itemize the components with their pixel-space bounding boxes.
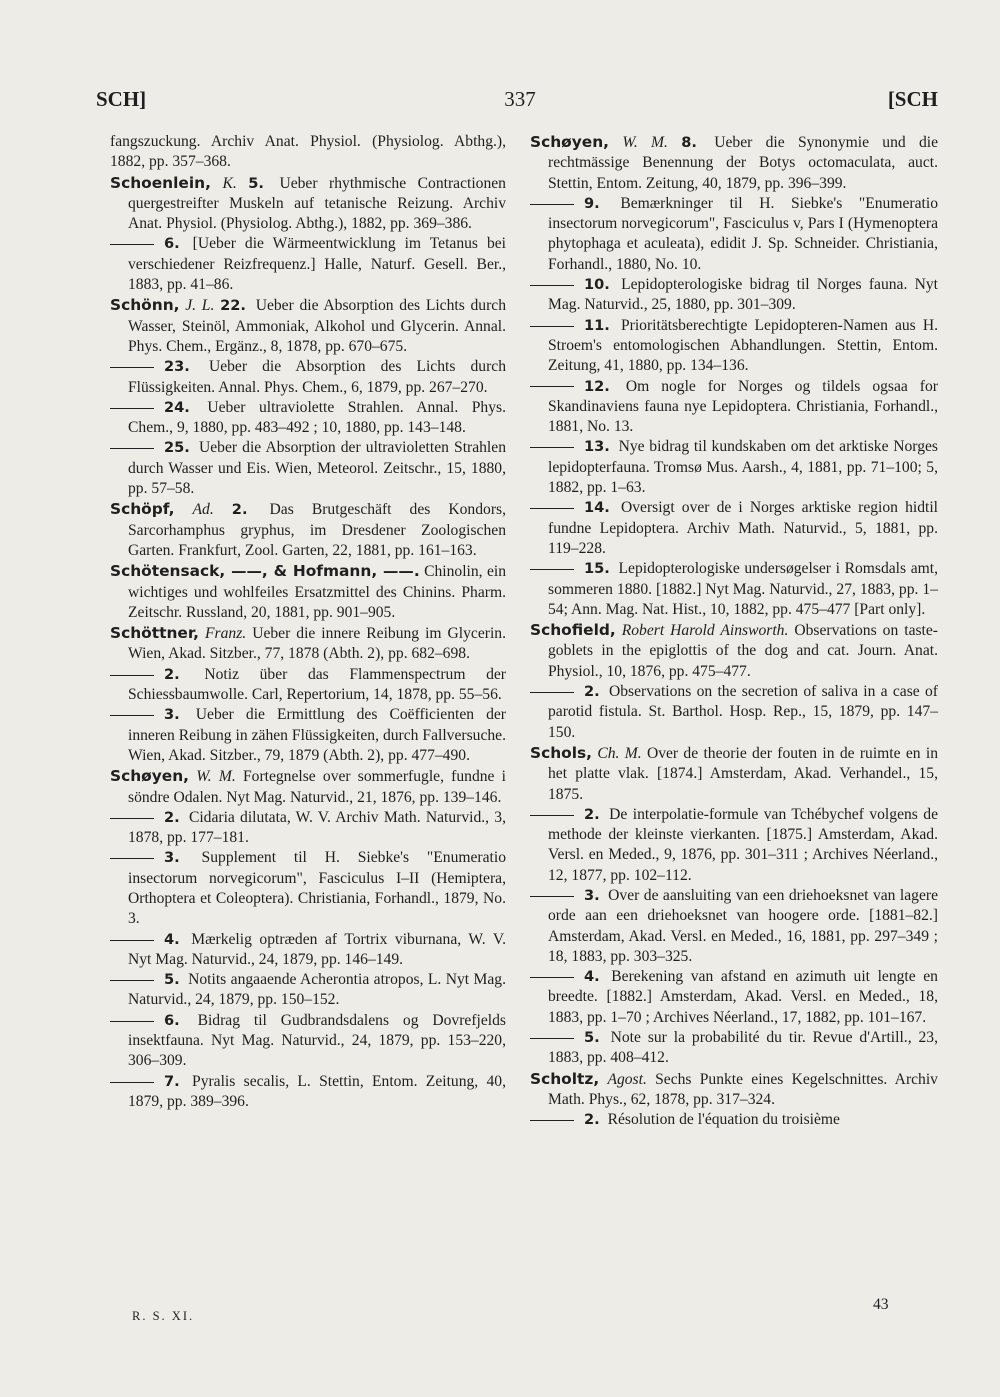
entry-text: Observations on taste-goblets in the epiglottis of the dog and cat. Journ. Anat. Physiol., 10, 1876, pp. 475–477. [548, 622, 939, 680]
bibliography-entry [530, 316, 938, 377]
ditto-rule [530, 1038, 574, 1039]
bibliography-entry [110, 766, 506, 808]
ditto-rule [530, 1120, 574, 1121]
entry-text: Cidaria dilutata, W. V. Archiv Math. Naturvid., 3, 1878, pp. 177–181. [128, 808, 506, 847]
ditto-rule [530, 692, 574, 693]
author-given-name: Ad. [192, 501, 214, 519]
bibliography-entry [110, 1011, 506, 1072]
author-name: Schols, [530, 743, 593, 762]
ditto-rule [530, 569, 574, 570]
bibliography-entry [530, 886, 938, 967]
bibliography-entry [530, 559, 938, 620]
entry-text: Sechs Punkte eines Kegelschnittes. Archiv Math. Phys., 62, 1878, pp. 317–324. [548, 1070, 938, 1108]
entry-number: 3. [164, 706, 180, 724]
entry-text: Ueber die Synonymie und die rechtmässige Benennung der Botys octomaculata, auct. Stettin, Entom. Zeitung, 40, 1879, pp. 396–399. [548, 134, 939, 192]
author-name: Schøyen, [110, 767, 190, 786]
entry-number: 8. [681, 134, 697, 151]
ditto-rule [110, 1021, 154, 1022]
author-given-name: J. L. [185, 297, 215, 315]
entry-text: Ueber die Absorption des Lichts durch Flüssigkeiten. Annal. Phys. Chem., 6, 1879, pp. 267–270. [128, 358, 506, 396]
bibliography-entry [530, 377, 938, 438]
ditto-rule [110, 715, 154, 716]
entry-text: Notits angaaende Acherontia atropos, L. Nyt Mag. Naturvid., 24, 1879, pp. 150–152. [128, 971, 506, 1009]
author-given-name: K. [222, 174, 237, 192]
author-given-name: Robert Harold Ainsworth. [621, 622, 789, 640]
ditto-rule [110, 675, 154, 676]
bibliography-entry [530, 132, 938, 194]
bibliography-entry [530, 1069, 938, 1111]
entry-number: 22. [220, 297, 246, 315]
entry-number: 2. [164, 808, 180, 826]
bibliography-entry [530, 498, 938, 559]
entry-number: 12. [584, 377, 610, 395]
bibliography-entry [110, 808, 506, 849]
bibliography-entry [110, 438, 506, 499]
bibliography-entry [110, 499, 506, 561]
author-given-name: Franz. [205, 625, 247, 643]
ditto-rule [110, 980, 154, 981]
entry-text: Mærkelig optræden af Tortrix viburnana, W. V. Nyt Mag. Naturvid., 24, 1879, pp. 146–149. [128, 930, 506, 968]
ditto-rule [530, 285, 574, 286]
bibliography-entry [530, 275, 938, 316]
ditto-rule [530, 896, 574, 897]
ditto-rule [530, 815, 574, 816]
bibliography-entry [530, 805, 938, 886]
entry-text: Pyralis secalis, L. Stettin, Entom. Zeitung, 40, 1879, pp. 389–396. [128, 1072, 506, 1110]
entry-number: 24. [164, 398, 190, 416]
ditto-rule [530, 447, 574, 448]
bibliography-entry [110, 623, 506, 665]
page-number: 337 [504, 87, 536, 111]
entry-text: Ueber die Absorption der ultravioletten Strahlen durch Wasser und Eis. Wien, Meteorol. Zeitschr., 15, 1880, pp. 57–58. [128, 439, 506, 498]
entry-number: 7. [164, 1072, 180, 1090]
bibliography-entry [110, 234, 506, 295]
ditto-rule [110, 408, 154, 409]
left-column [110, 132, 506, 1112]
bibliography-entry [110, 665, 506, 706]
bibliography-entry [110, 970, 506, 1011]
entry-number: 5. [248, 174, 264, 192]
entry-text: Bemærkninger til H. Siebke's "Enumeratio insectorum norvegicorum", Fasciculus v, Pars I (Hymenoptera phytophaga et aculeata), edidit J. Sp. Schneider. Christiania, Forhandl., 1880, No. 10. [548, 194, 938, 273]
ditto-rule [110, 1082, 154, 1083]
entry-number: 10. [584, 276, 610, 294]
sheet-number: 43 [873, 1296, 889, 1313]
entry-text: Ueber die Ermittlung des Coëfficienten der inneren Reibung in zähen Flüssigkeiten, durch Fallversuche. Wien, Akad. Sitzber., 79, 1879 (Abth. 2), pp. 477–490. [128, 706, 507, 764]
entry-number: 23. [164, 358, 190, 376]
running-head-right: [SCH [887, 87, 938, 111]
entry-text: Résolution de l'équation du troisième [607, 1111, 840, 1129]
author-name: Schötensack, ——, & Hofmann, ——. [110, 562, 420, 581]
ditto-rule [110, 244, 154, 245]
ditto-rule [110, 448, 154, 449]
entry-number: 2. [584, 683, 600, 701]
bibliography-entry [110, 398, 506, 439]
entry-number: 6. [164, 1011, 180, 1029]
author-given-name: W. M. [622, 134, 668, 151]
bibliography-entry [110, 1072, 506, 1113]
author-name: Schönn, [110, 296, 180, 315]
ditto-rule [110, 858, 154, 859]
author-name: Schoenlein, [110, 173, 211, 192]
entry-text: Ueber rhythmische Contractionen quergestreifter Muskeln auf tetanische Reizung. Archiv Anat. Physiol. (Physiolog. Abthg.), 1882, pp. 369–386. [128, 174, 506, 233]
entry-text: De interpolatie-formule van Tchébychef volgens de methode der kleinste vierkanten. [1875.] Amsterdam, Akad. Versl. en Meded., 9, 1876, pp. 301–311 ; Archives Néerland., 12, 1877, pp. 102–112. [548, 805, 938, 884]
entry-text: Chinolin, ein wichtiges und wohlfeiles Ersatzmittel des Chinins. Pharm. Zeitschr. Russland, 20, 1881, pp. 901–905. [128, 563, 507, 621]
entry-text: Ueber ultraviolette Strahlen. Annal. Phys. Chem., 9, 1880, pp. 483–492 ; 10, 1880, pp. 143–148. [128, 398, 506, 437]
entry-number: 11. [584, 316, 610, 334]
bibliography-entry [110, 295, 506, 357]
bibliography-entry [530, 1028, 938, 1069]
entry-text: Om nogle for Norges og tildels ogsaa for Skandinaviens fauna nye Lepidoptera. Christiania, Forhandl., 1881, No. 13. [548, 377, 938, 436]
entry-number: 15. [584, 560, 610, 578]
entry-number: 2. [231, 501, 248, 519]
bibliography-entry [530, 620, 938, 682]
author-name: Schøyen, [530, 133, 610, 151]
author-given-name: Agost. [607, 1070, 647, 1088]
entry-number: 3. [164, 849, 180, 867]
entry-text: Oversigt over de i Norges arktiske region hidtil fundne Lepidoptera. Archiv Math. Naturvid., 5, 1881, pp. 119–228. [548, 499, 938, 557]
entry-text: Notiz über das Flammenspectrum der Schiessbaumwolle. Carl, Repertorium, 14, 1878, pp. 55–56. [128, 665, 506, 704]
author-name: Schöttner, [110, 624, 200, 643]
entry-text: Supplement til H. Siebke's "Enumeratio insectorum norvegicorum", Fasciculus I–II (Hemiptera, Orthoptera et Coleoptera). Christiania, Forhandl., 1879, No. 3. [128, 849, 506, 928]
bibliography-entry [110, 132, 506, 173]
bibliography-entry [110, 561, 506, 623]
bibliography-entry [530, 194, 938, 275]
author-given-name: W. M. [196, 768, 236, 786]
entry-number: 25. [164, 439, 190, 457]
entry-text: Fortegnelse over sommerfugle, fundne i söndre Odalen. Nyt Mag. Naturvid., 21, 1876, pp. 139–146. [128, 768, 507, 806]
ditto-rule [530, 386, 574, 387]
bibliography-entry [530, 967, 938, 1028]
entry-number: 13. [584, 438, 610, 456]
entry-text: Over de theorie der fouten in de ruimte en in het platte vlak. [1874.] Amsterdam, Akad. Verhandel., 15, 1875. [548, 744, 939, 803]
ditto-rule [530, 977, 574, 978]
running-head-left: SCH] [96, 87, 147, 111]
signature-mark: R. S. XI. [132, 1309, 195, 1323]
bibliography-entry [530, 437, 938, 498]
bibliography-entry [110, 848, 506, 929]
entry-number: 9. [584, 194, 600, 212]
author-given-name: Ch. M. [597, 744, 642, 762]
entry-text: [Ueber die Wärmeentwicklung im Tetanus bei verschiedener Reizfrequenz.] Halle, Naturf. Gesell. Ber., 1883, pp. 41–86. [128, 235, 506, 294]
entry-text: Note sur la probabilité du tir. Revue d'Artill., 23, 1883, pp. 408–412. [548, 1029, 938, 1067]
entry-number: 3. [584, 886, 600, 904]
entry-number: 5. [164, 971, 180, 989]
entry-text: fangszuckung. Archiv Anat. Physiol. (Physiolog. Abthg.), 1882, pp. 357–368. [110, 133, 506, 171]
ditto-rule [530, 508, 574, 509]
author-name: Schöpf, [110, 500, 175, 519]
entry-text: Nye bidrag til kundskaben om det arktiske Norges lepidopterfauna. Tromsø Mus. Aarsh., 4, 1881, pp. 71–100; 5, 1882, pp. 1–63. [548, 438, 938, 497]
ditto-rule [530, 326, 574, 327]
ditto-rule [110, 818, 154, 819]
entry-text: Lepidopterologiske undersøgelser i Romsdals amt, sommeren 1880. [1882.] Nyt Mag. Naturvid., 27, 1883, pp. 1–54; Ann. Mag. Nat. Hist., 10, 1882, pp. 475–477 [Part only]. [548, 560, 938, 618]
entry-text: Berekening van afstand en azimuth uit lengte en breedte. [1882.] Amsterdam, Akad. Versl. en Meded., 18, 1883, pp. 1–70 ; Archives Néerland., 17, 1882, pp. 101–167. [548, 968, 938, 1026]
bibliography-entry [530, 1110, 938, 1130]
author-name: Schofield, [530, 621, 616, 640]
entry-number: 4. [584, 968, 600, 986]
author-name: Scholtz, [530, 1069, 600, 1088]
entry-number: 2. [584, 805, 600, 823]
bibliography-entry [110, 705, 506, 766]
ditto-rule [110, 367, 154, 368]
right-column [530, 132, 938, 1131]
bibliography-entry [530, 743, 938, 805]
entry-number: 14. [584, 499, 610, 517]
entry-text: Bidrag til Gudbrandsdalens og Dovrefjelds insektfauna. Nyt Mag. Naturvid., 24, 1879, pp. 153–220, 306–309. [128, 1011, 506, 1070]
entry-text: Over de aansluiting van een driehoeksnet van lagere orde aan een driehoeksnet van hoogere orde. [1881–82.] Amsterdam, Akad. Versl. en Meded., 16, 1881, pp. 297–349 ; 18, 1883, pp. 303–325. [548, 886, 938, 965]
entry-text: Das Brutgeschäft des Kondors, Sarcorhamphus gryphus, im Dresdener Zoologischen Garten. Frankfurt, Zool. Garten, 22, 1881, pp. 161–163. [128, 501, 506, 559]
entry-number: 2. [584, 1111, 600, 1129]
ditto-rule [530, 204, 574, 205]
entry-text: Ueber die Absorption des Lichts durch Wasser, Steinöl, Ammoniak, Alkohol und Glycerin. Annal. Phys. Chem., Ergänz., 8, 1878, pp. 670–675. [128, 297, 507, 355]
entry-number: 4. [164, 930, 180, 948]
bibliography-entry [530, 682, 938, 743]
entry-text: Lepidopterologiske bidrag til Norges fauna. Nyt Mag. Naturvid., 25, 1880, pp. 301–309. [548, 276, 938, 314]
ditto-rule [110, 940, 154, 941]
bibliography-entry [110, 173, 506, 235]
entry-text: Observations on the secretion of saliva in a case of parotid fistula. St. Barthol. Hosp. Rep., 15, 1879, pp. 147–150. [548, 683, 938, 741]
entry-number: 5. [584, 1029, 600, 1047]
bibliography-entry [110, 930, 506, 971]
entry-number: 2. [164, 665, 180, 683]
entry-text: Prioritätsberechtigte Lepidopteren-Namen aus H. Stroem's entomologischen Abhandlungen. Stettin, Entom. Zeitung, 41, 1880, pp. 134–136. [548, 316, 939, 375]
bibliography-entry [110, 357, 506, 398]
entry-number: 6. [164, 235, 180, 253]
entry-text: Ueber die innere Reibung im Glycerin. Wien, Akad. Sitzber., 77, 1878 (Abth. 2), pp. 682–698. [128, 625, 507, 663]
